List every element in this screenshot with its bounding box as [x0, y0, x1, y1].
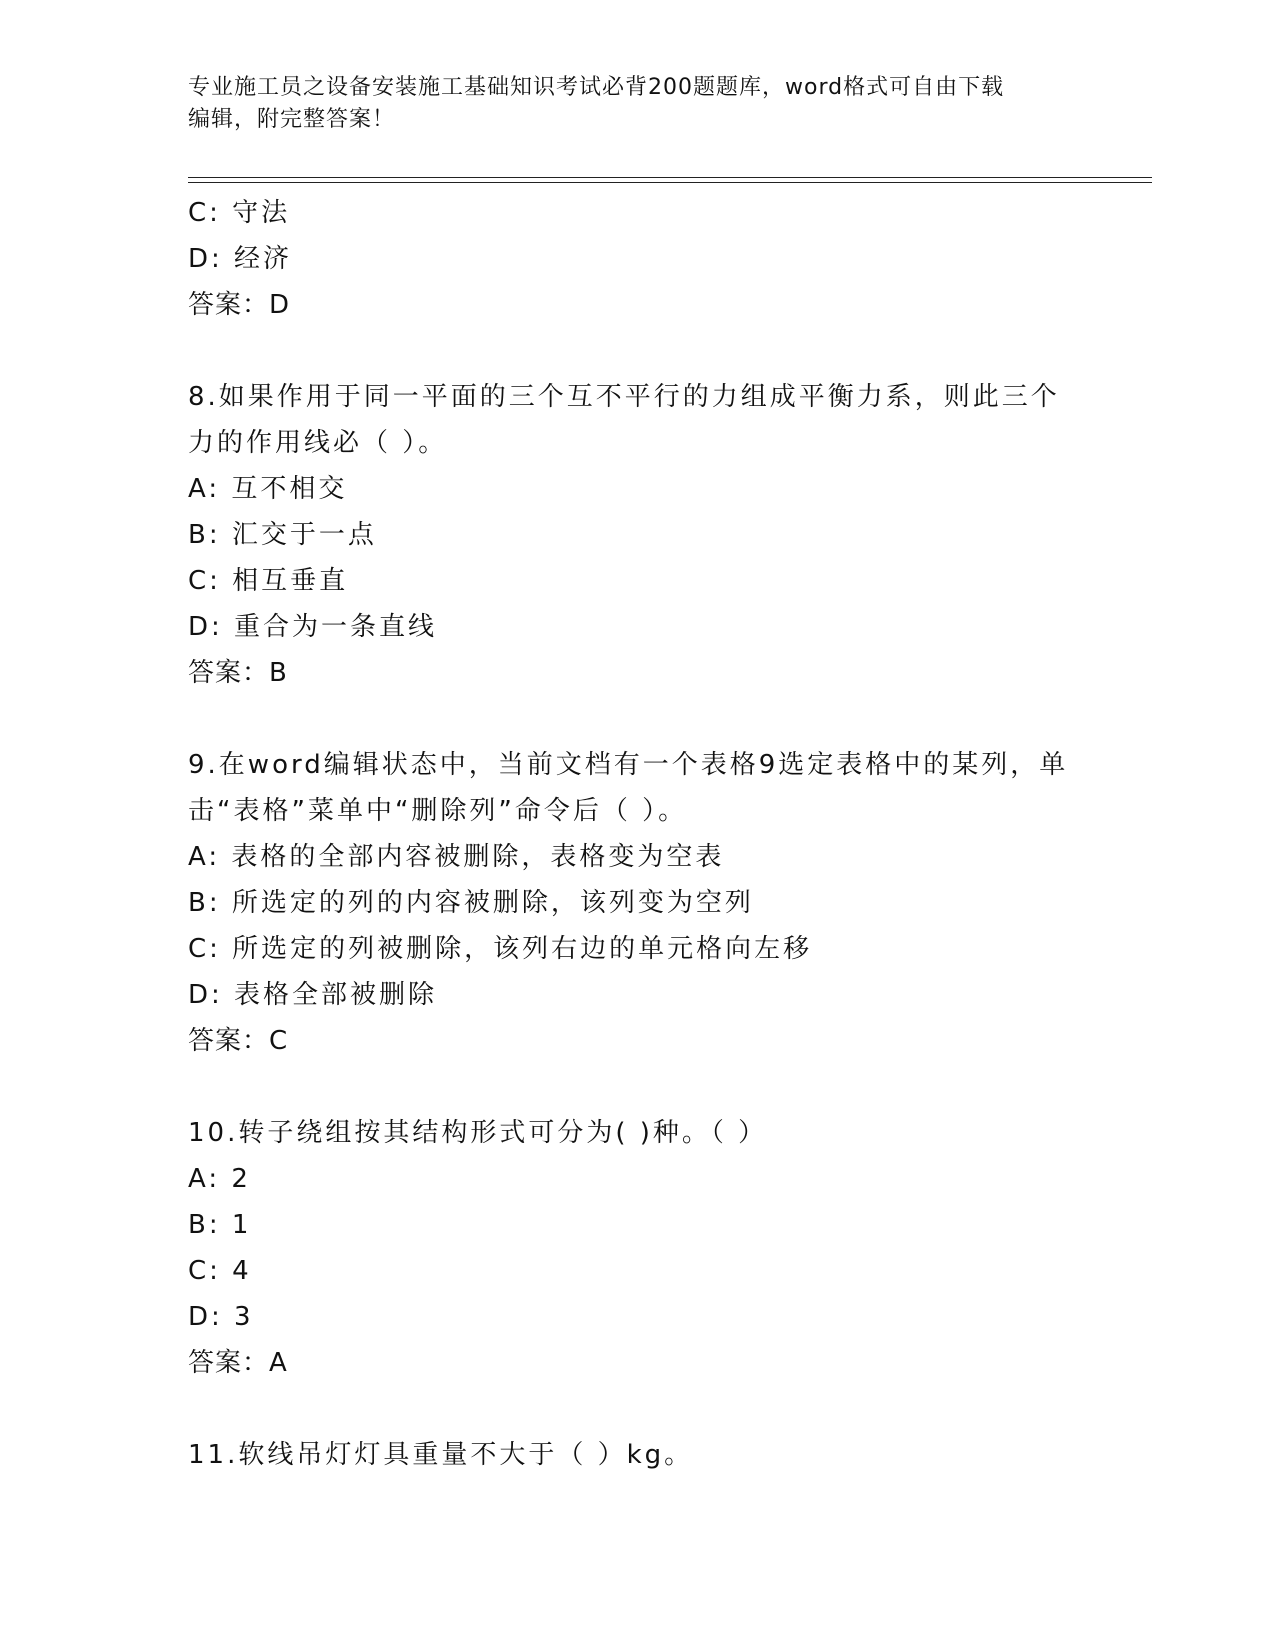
question-stem: 9.在word编辑状态中，当前文档有一个表格9选定表格中的某列，单 — [188, 750, 1069, 780]
header-divider-bottom — [188, 182, 1152, 183]
option-d: D: 经济 — [188, 244, 293, 274]
question-stem: 8.如果作用于同一平面的三个互不平行的力组成平衡力系，则此三个 — [188, 382, 1060, 412]
answer: 答案：C — [188, 1026, 289, 1056]
option-d: D: 重合为一条直线 — [188, 612, 438, 642]
question-10 — [188, 1110, 1088, 1386]
answer: 答案：A — [188, 1348, 288, 1378]
option-c: C: 守法 — [188, 198, 291, 228]
answer: 答案：D — [188, 290, 291, 320]
spacer — [188, 1064, 1088, 1110]
spacer — [188, 696, 1088, 742]
spacer — [188, 328, 1088, 374]
spacer — [188, 1386, 1088, 1432]
option-b: B: 所选定的列的内容被删除，该列变为空列 — [188, 888, 754, 918]
question-stem: 10.转子绕组按其结构形式可分为( )种。（ ） — [188, 1118, 768, 1148]
question-11 — [188, 1432, 1088, 1478]
option-d: D: 表格全部被删除 — [188, 980, 438, 1010]
question-stem: 力的作用线必（ ）。 — [188, 428, 448, 458]
option-a: A: 表格的全部内容被删除，表格变为空表 — [188, 842, 725, 872]
option-a: A: 互不相交 — [188, 474, 348, 504]
question-stem: 击“表格”菜单中“删除列”命令后（ ）。 — [188, 796, 688, 826]
option-c: C: 所选定的列被删除，该列右边的单元格向左移 — [188, 934, 813, 964]
option-d: D: 3 — [188, 1302, 254, 1332]
question-stem: 11.软线吊灯灯具重量不大于（ ）kg。 — [188, 1440, 694, 1470]
option-c: C: 相互垂直 — [188, 566, 349, 596]
question-list — [188, 190, 1088, 1478]
question-9 — [188, 742, 1088, 1064]
option-c: C: 4 — [188, 1256, 252, 1286]
question-8 — [188, 374, 1088, 696]
question-7-tail — [188, 190, 1088, 328]
option-a: A: 2 — [188, 1164, 251, 1194]
header-line-2: 编辑，附完整答案！ — [188, 107, 396, 132]
option-b: B: 汇交于一点 — [188, 520, 377, 550]
answer: 答案：B — [188, 658, 288, 688]
header-line-1: 专业施工员之设备安装施工基础知识考试必背200题题库，word格式可自由下载 — [188, 75, 1005, 100]
option-b: B: 1 — [188, 1210, 252, 1240]
page-header — [188, 72, 1088, 136]
header-divider-top — [188, 177, 1152, 178]
